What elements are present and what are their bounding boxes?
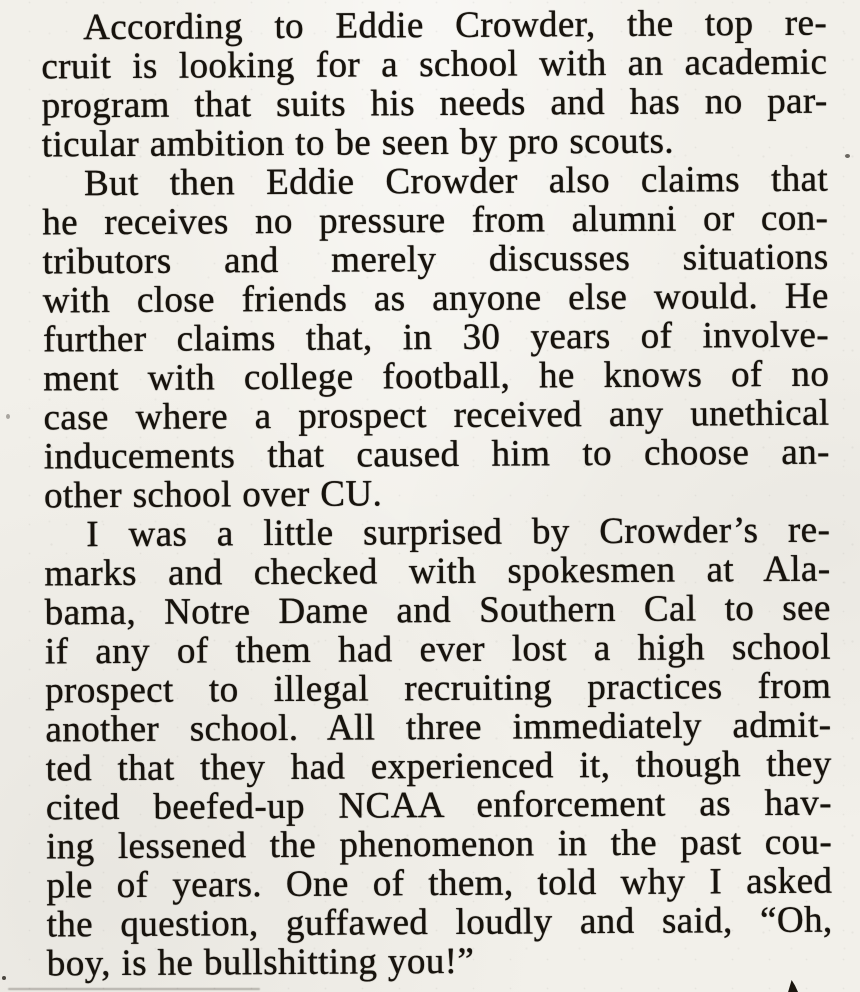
text-line: According to Eddie Crowder, the top re- <box>83 2 828 49</box>
text-line: if any of them had ever lost a high school <box>44 626 832 673</box>
text-line: program that suits his needs and has no par- <box>41 80 828 127</box>
text-line: other school over CU. <box>43 473 383 517</box>
text-line: But then Eddie Crowder also claims that <box>83 158 829 205</box>
text-line: ple of years. One of them, told why I asked <box>46 860 833 907</box>
text-line: another school. All three immediately admit- <box>45 704 832 751</box>
text-line: he receives no pressure from alumni or con- <box>42 197 829 244</box>
text-line: cited beefed-up NCAA enforcement as hav- <box>45 782 833 829</box>
text-line: tributors and merely discusses situations <box>42 236 829 283</box>
text-line: ticular ambition to be seen by pro scouts. <box>41 120 675 166</box>
text-line: with close friends as anyone else would. He <box>42 275 829 322</box>
scan-speck <box>845 154 850 158</box>
text-line: the question, guffawed loudly and said, “Oh, <box>46 899 833 946</box>
text-line: I was a little surprised by Crowder’s re- <box>86 509 831 556</box>
text-line: ted that they had experienced it, though they <box>45 743 832 790</box>
text-line: inducements that caused him to choose an- <box>43 431 830 478</box>
text-line: marks and checked with spokesmen at Ala- <box>44 548 831 595</box>
cutoff-glyph-mark <box>787 980 798 992</box>
text-line: prospect to illegal recruiting practices from <box>45 665 832 712</box>
text-line: cruit is looking for a school with an academic <box>41 41 828 88</box>
article-column <box>41 4 833 984</box>
bottom-edge-rule <box>8 988 260 990</box>
text-line: boy, is he bullshitting you!” <box>46 940 475 985</box>
scan-speck <box>6 414 10 419</box>
text-line: bama, Notre Dame and Southern Cal to see <box>44 587 831 634</box>
scan-speck <box>2 976 6 980</box>
text-line: ment with college football, he knows of no <box>43 353 830 400</box>
text-line: ing lessened the phenomenon in the past cou- <box>46 821 833 868</box>
text-line: further claims that, in 30 years of involve- <box>42 314 830 361</box>
text-line: case where a prospect received any unethical <box>43 392 830 439</box>
